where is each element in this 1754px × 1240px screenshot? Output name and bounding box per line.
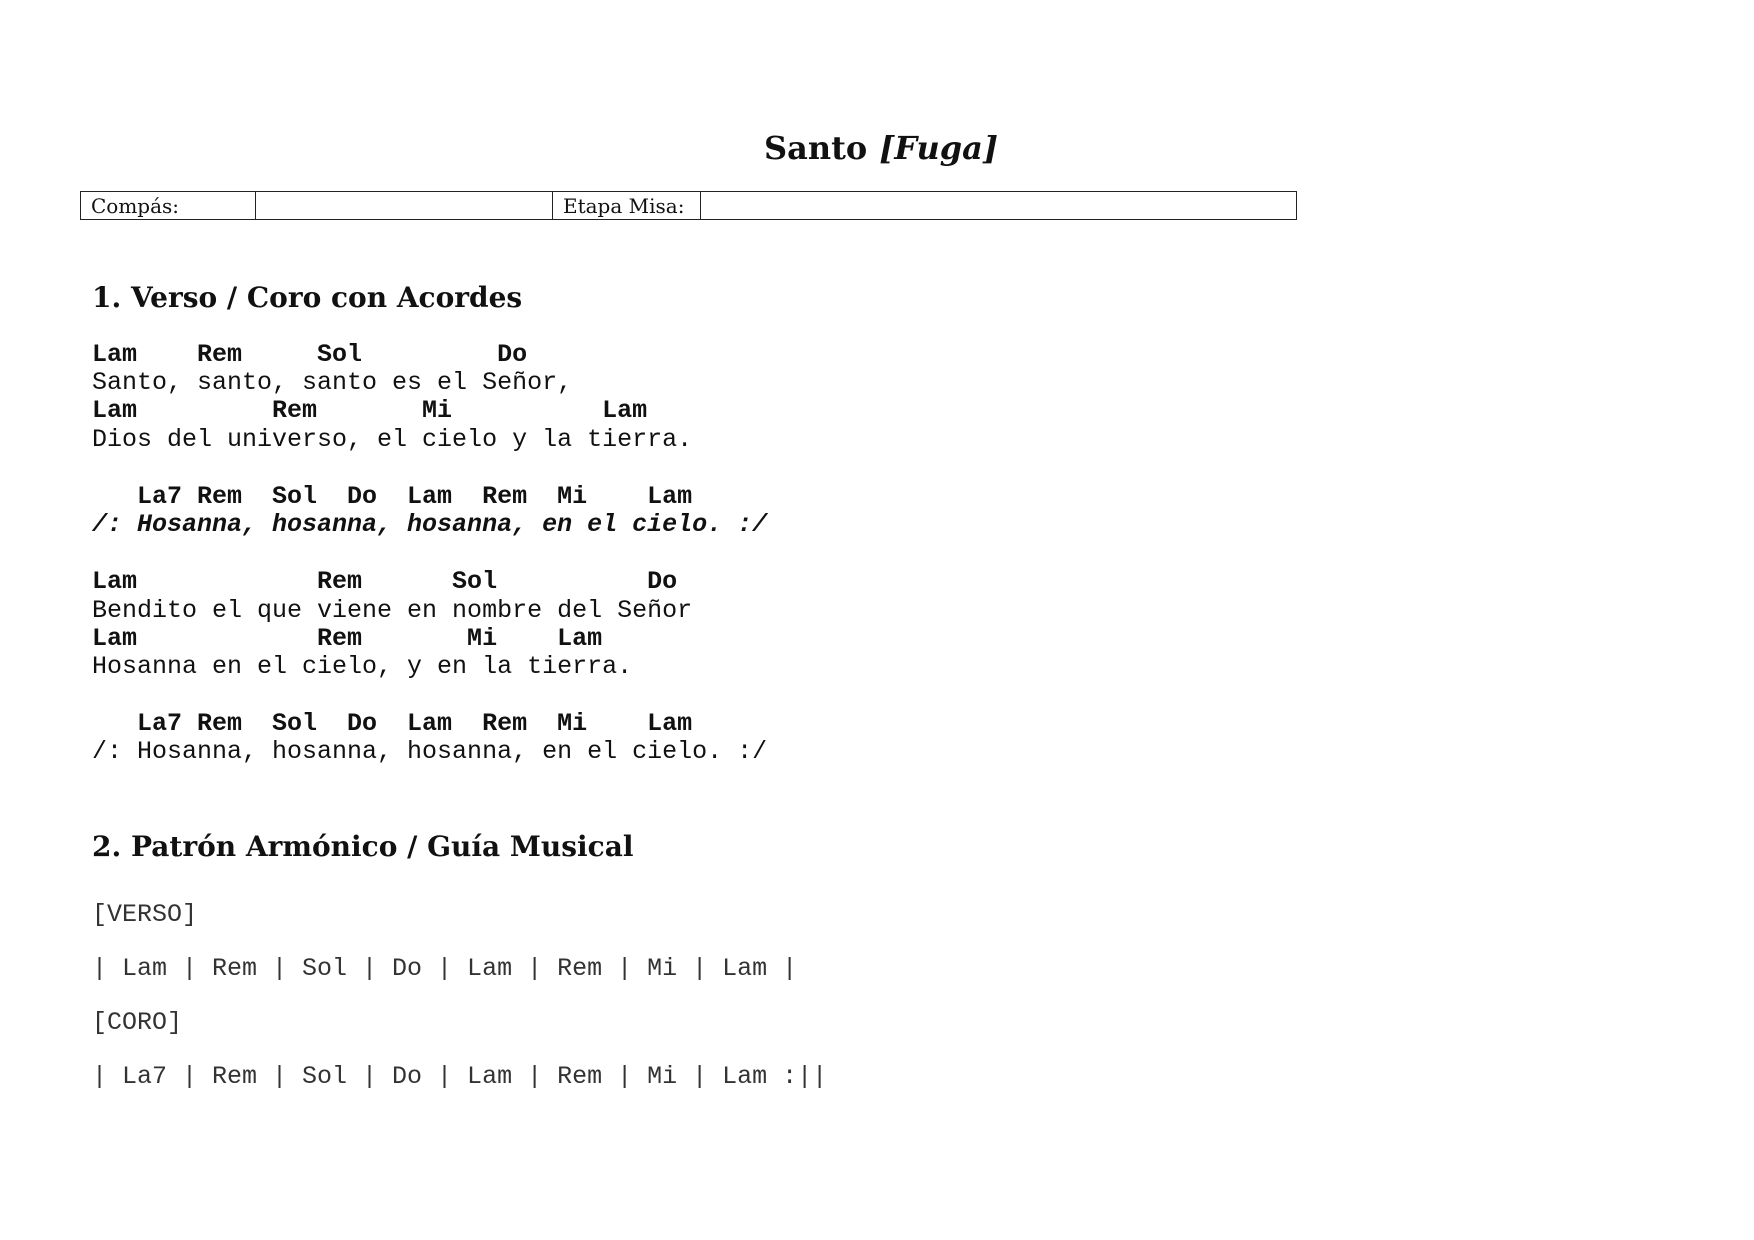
- chorus-chord-pattern: | La7 | Rem | Sol | Do | Lam | Rem | Mi | Lam :||: [92, 1062, 828, 1091]
- chorus1-lyric: /: Hosanna, hosanna, hosanna, en el cielo. :/: [92, 510, 768, 539]
- song-title-text: Santo: [763, 129, 868, 167]
- etapa-label: Etapa Misa:: [553, 192, 701, 220]
- verse-pattern-label: [VERSO]: [92, 900, 198, 929]
- section2-heading: 2. Patrón Armónico / Guía Musical: [92, 830, 634, 863]
- chorus1-chords: La7 Rem Sol Do Lam Rem Mi Lam: [92, 482, 693, 511]
- verse1-chords-line1: Lam Rem Sol Do: [92, 340, 528, 369]
- verse1-lyric-line2: Dios del universo, el cielo y la tierra.: [92, 425, 693, 454]
- verse2-chords-line2: Lam Rem Mi Lam: [92, 624, 603, 653]
- verse2-chords-line1: Lam Rem Sol Do: [92, 567, 678, 596]
- song-meta-table: [80, 191, 1297, 220]
- compas-value: [256, 192, 553, 220]
- meta-row: [81, 192, 1297, 220]
- etapa-value: [701, 192, 1297, 220]
- song-subtitle: [Fuga]: [879, 129, 999, 167]
- chorus2-lyric: /: Hosanna, hosanna, hosanna, en el cielo. :/: [92, 737, 768, 766]
- chorus2-chords: La7 Rem Sol Do Lam Rem Mi Lam: [92, 709, 693, 738]
- verse2-lyric-line2: Hosanna en el cielo, y en la tierra.: [92, 652, 633, 681]
- song-title: [0, 128, 1754, 168]
- verse2-lyric-line1: Bendito el que viene en nombre del Señor: [92, 596, 693, 625]
- verse1-chords-line2: Lam Rem Mi Lam: [92, 396, 648, 425]
- chorus-pattern-label: [CORO]: [92, 1008, 183, 1037]
- section1-heading: 1. Verso / Coro con Acordes: [92, 281, 523, 314]
- verse-chord-pattern: | Lam | Rem | Sol | Do | Lam | Rem | Mi | Lam |: [92, 954, 798, 983]
- verse1-lyric-line1: Santo, santo, santo es el Señor,: [92, 368, 573, 397]
- compas-label: Compás:: [81, 192, 256, 220]
